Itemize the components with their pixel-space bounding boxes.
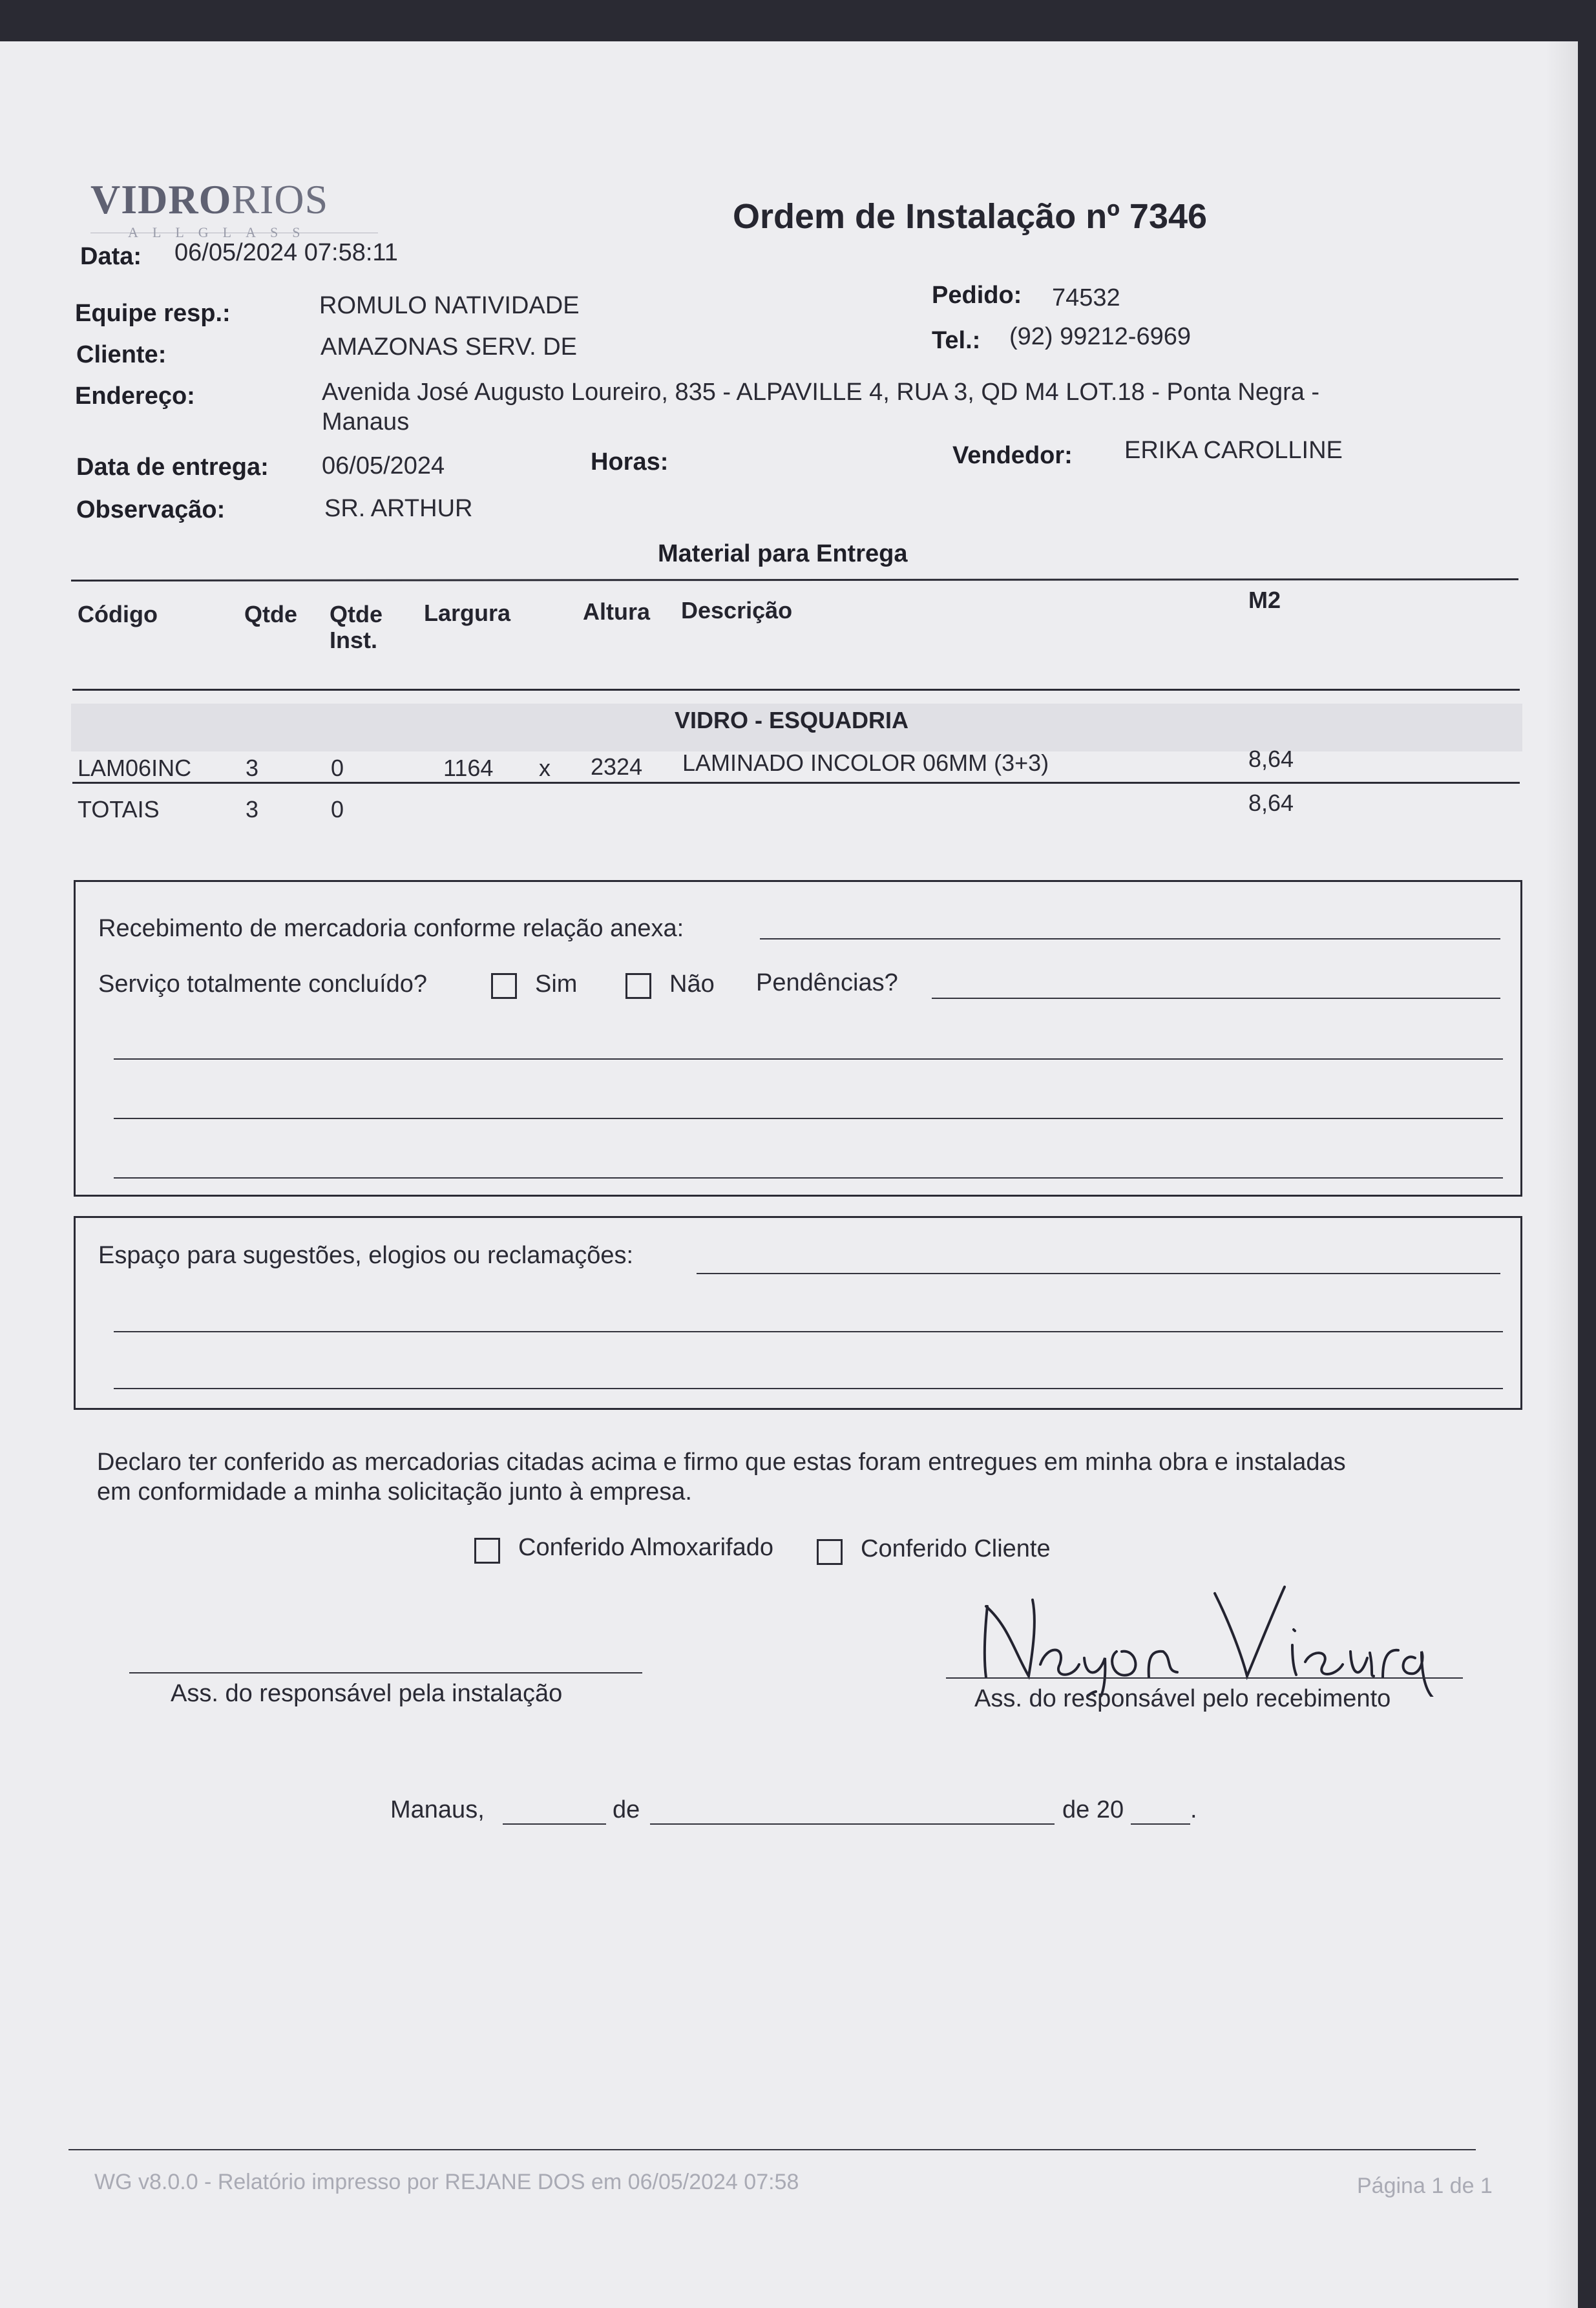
recebimento-line[interactable] — [760, 938, 1500, 939]
servico-label: Serviço totalmente concluído? — [98, 970, 428, 998]
date-de-1: de — [613, 1796, 640, 1823]
endereco-label: Endereço: — [75, 383, 195, 410]
logo-subtitle: ALLGLASS — [128, 224, 315, 240]
date-end: . — [1190, 1796, 1197, 1823]
row-altura: 2324 — [591, 753, 643, 780]
horas-label: Horas: — [591, 448, 669, 476]
cliente-value: AMAZONAS SERV. DE — [320, 333, 578, 361]
sugestoes-extra-line-1[interactable] — [114, 1331, 1503, 1332]
conferido-almoxarifado-checkbox[interactable] — [474, 1538, 500, 1564]
col-qtde-inst-1: Qtde — [330, 601, 383, 627]
year-blank[interactable] — [1131, 1823, 1190, 1825]
cliente-label: Cliente: — [76, 341, 167, 368]
row-codigo: LAM06INC — [78, 755, 192, 781]
footer-page-number: Página 1 de 1 — [1357, 2174, 1493, 2198]
equipe-label: Equipe resp.: — [75, 300, 231, 327]
row-x: x — [539, 755, 551, 781]
totals-qtde: 3 — [246, 796, 259, 823]
row-descricao: LAMINADO INCOLOR 06MM (3+3) — [682, 750, 1049, 776]
logo-tail: RIOS — [231, 176, 329, 222]
recebimento-label: Recebimento de mercadoria conforme relação anexa: — [98, 915, 684, 942]
row-qtde: 3 — [246, 755, 259, 781]
tel-value: (92) 99212-6969 — [1009, 323, 1191, 350]
instalacao-signature-line[interactable] — [129, 1672, 642, 1673]
data-value: 06/05/2024 07:58:11 — [174, 239, 398, 266]
sim-checkbox[interactable] — [491, 973, 517, 999]
col-qtde-inst-2: Inst. — [330, 627, 378, 653]
nao-label: Não — [669, 970, 715, 998]
pedido-value: 74532 — [1052, 284, 1120, 311]
declaration-line2: em conformidade a minha solicitação junto à empresa. — [97, 1478, 692, 1505]
row-largura: 1164 — [443, 755, 494, 781]
col-altura: Altura — [583, 598, 651, 625]
table-top-rule — [71, 578, 1518, 582]
observacao-label: Observação: — [76, 496, 226, 523]
endereco-line1: Avenida José Augusto Loureiro, 835 - ALPAVILLE 4, RUA 3, QD M4 LOT.18 - Ponta Negra - — [322, 379, 1320, 406]
col-codigo: Código — [78, 601, 158, 627]
col-qtde: Qtde — [244, 601, 298, 627]
pedido-label: Pedido: — [932, 282, 1022, 309]
material-section-title: Material para Entrega — [658, 540, 908, 567]
document-title: Ordem de Instalação nº 7346 — [733, 197, 1208, 236]
conferido-cliente-label: Conferido Cliente — [861, 1535, 1051, 1562]
group-label: VIDRO - ESQUADRIA — [675, 707, 909, 733]
sugestoes-extra-line-2[interactable] — [114, 1388, 1503, 1389]
observacao-value: SR. ARTHUR — [324, 495, 473, 522]
pendencias-extra-line-2[interactable] — [114, 1118, 1503, 1119]
document-sheet — [0, 41, 1578, 2308]
recebimento-signature-label: Ass. do responsável pelo recebimento — [974, 1685, 1391, 1712]
footer-rule — [68, 2149, 1476, 2150]
row-m2: 8,64 — [1248, 746, 1294, 772]
sim-label: Sim — [535, 970, 578, 998]
endereco-line2: Manaus — [322, 408, 410, 435]
city-label: Manaus, — [390, 1796, 485, 1823]
col-largura: Largura — [424, 600, 511, 626]
recebimento-signature-line[interactable] — [946, 1677, 1463, 1679]
data-label: Data: — [80, 243, 142, 270]
table-header-rule — [72, 689, 1520, 691]
conferido-almoxarifado-label: Conferido Almoxarifado — [518, 1534, 773, 1561]
row-qtde-inst: 0 — [331, 755, 344, 781]
instalacao-signature-label: Ass. do responsável pela instalação — [171, 1680, 563, 1707]
entrega-value: 06/05/2024 — [322, 452, 445, 479]
date-de-2: de 20 — [1062, 1796, 1124, 1823]
pendencias-extra-line-3[interactable] — [114, 1177, 1503, 1179]
tel-label: Tel.: — [932, 327, 981, 354]
day-blank[interactable] — [503, 1823, 606, 1825]
col-m2: M2 — [1248, 587, 1281, 613]
declaration-line1: Declaro ter conferido as mercadorias citadas acima e firmo que estas foram entregues em minha obra e instaladas — [97, 1449, 1346, 1476]
pendencias-label: Pendências? — [756, 969, 898, 996]
sugestoes-line[interactable] — [697, 1273, 1500, 1274]
vendedor-label: Vendedor: — [952, 442, 1073, 469]
table-totals-rule — [72, 782, 1520, 784]
footer-print-info: WG v8.0.0 - Relatório impresso por REJANE DOS em 06/05/2024 07:58 — [94, 2170, 799, 2194]
conferido-cliente-checkbox[interactable] — [817, 1539, 843, 1565]
totals-label: TOTAIS — [78, 796, 160, 823]
sugestoes-label: Espaço para sugestões, elogios ou reclamações: — [98, 1242, 634, 1269]
totals-qtde-inst: 0 — [331, 796, 344, 823]
totals-m2: 8,64 — [1248, 790, 1294, 816]
col-descricao: Descrição — [681, 597, 793, 624]
logo-main: VIDRO — [90, 176, 232, 222]
entrega-label: Data de entrega: — [76, 454, 269, 481]
nao-checkbox[interactable] — [625, 973, 651, 999]
pendencias-extra-line-1[interactable] — [114, 1058, 1503, 1060]
company-logo — [90, 176, 328, 224]
vendedor-value: ERIKA CAROLLINE — [1124, 437, 1343, 464]
equipe-value: ROMULO NATIVIDADE — [319, 292, 580, 319]
pendencias-line[interactable] — [932, 998, 1500, 999]
month-blank[interactable] — [650, 1823, 1055, 1825]
